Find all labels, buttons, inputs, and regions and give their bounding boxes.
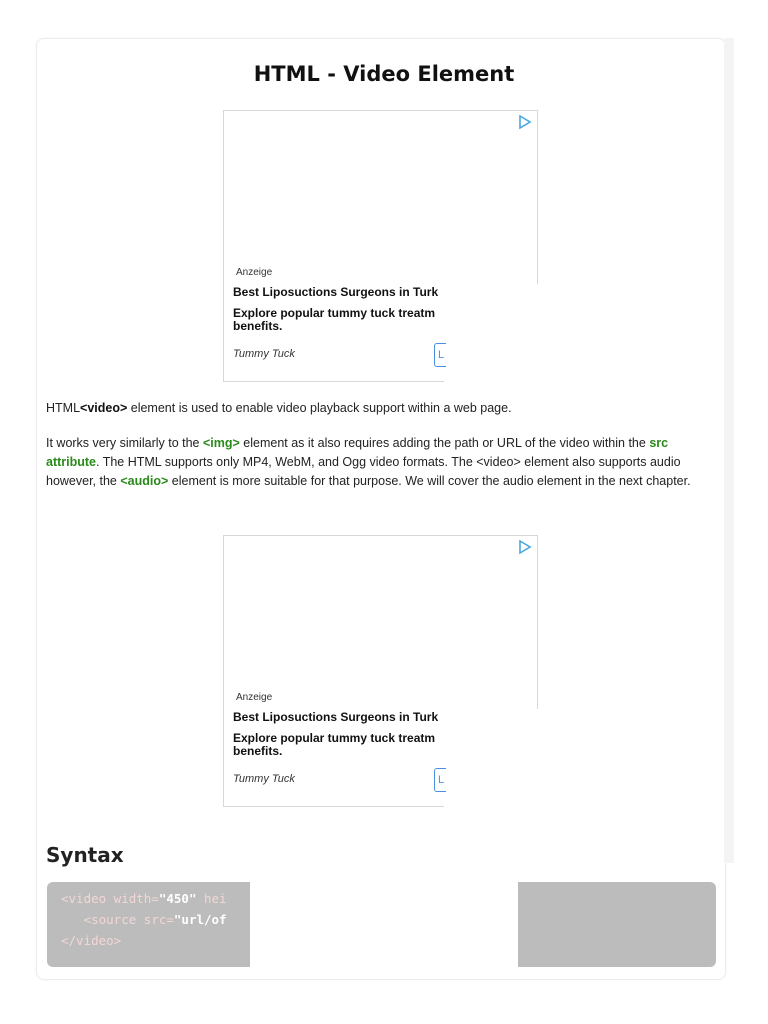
overlay-panel [250,862,518,968]
syntax-heading: Syntax [46,843,124,867]
intro-paragraph: HTML<video> element is used to enable video playback support within a web page. [46,401,512,415]
img-tag-link[interactable]: <img> [202,436,240,450]
details-paragraph: It works very similarly to the <img> element as it also requires adding the path or URL of the video within the src attribute. The HTML supports only MP4, WebM, and Ogg video formats. The <video> element also supports audio however, the <audio> element is more suitable for that purpose. We will cover the audio element in the next chapter. [46,436,691,488]
ad-cta-button[interactable]: L [434,343,446,367]
adchoices-icon[interactable] [517,539,533,555]
adchoices-icon[interactable] [517,114,533,130]
code-line: <video width="450" hei [61,891,227,906]
page-title: HTML - Video Element [253,62,515,86]
ad-banner[interactable] [223,110,539,382]
code-line: <source src="url/of [83,912,227,927]
sidebar-strip [724,38,734,863]
code-line: </video> [61,933,122,948]
ad-headline[interactable]: Best Liposuctions Surgeons in Turk [233,710,439,724]
ad-label: Anzeige [236,267,273,278]
ad-description[interactable]: Explore popular tummy tuck treatm benefits. [233,307,436,333]
ad-source: Tummy Tuck [233,348,295,360]
audio-tag-link[interactable]: <audio> [120,474,169,488]
ad-description[interactable]: Explore popular tummy tuck treatm benefits. [233,732,436,758]
ad-cta-button[interactable]: L [434,768,446,792]
src-attribute-link[interactable]: src attribute [46,436,669,469]
ad-label: Anzeige [236,692,273,703]
ad-source: Tummy Tuck [233,773,295,785]
ad-headline[interactable]: Best Liposuctions Surgeons in Turk [233,285,439,299]
ad-banner[interactable] [223,535,539,807]
